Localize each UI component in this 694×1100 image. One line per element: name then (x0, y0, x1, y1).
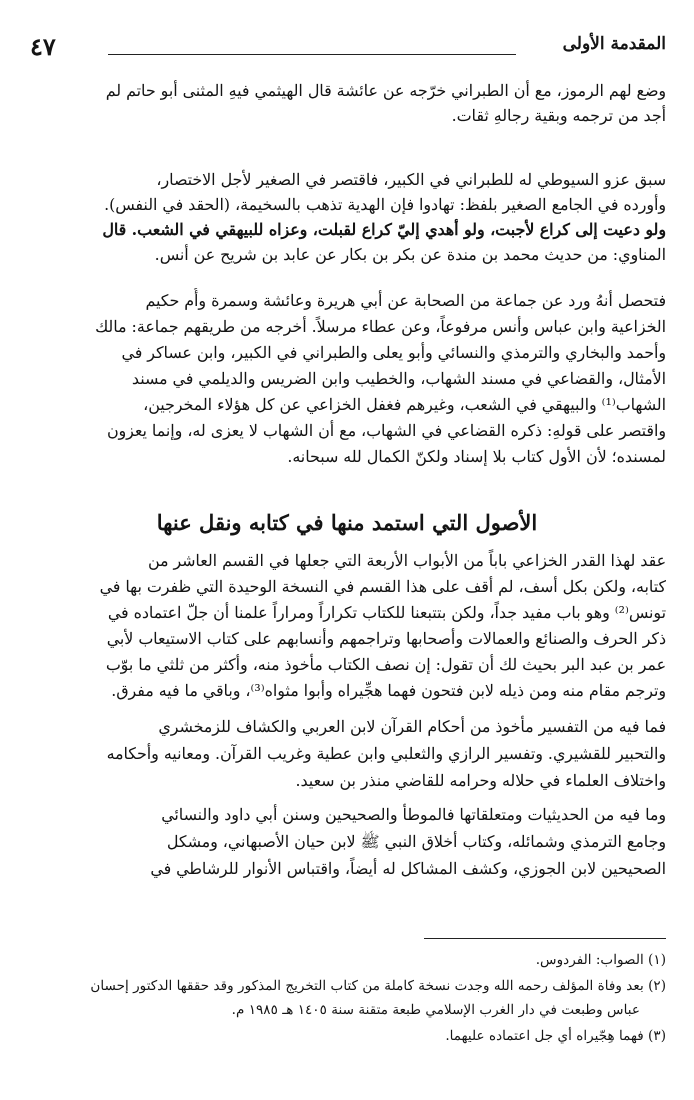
text-line: الخزاعية وابن عباس وأنس مرفوعاً، وعن عطاء مرسلاً. أخرجه من طريقهم جماعة: مالك (95, 317, 666, 336)
text-line: عمر بن عبد البر بحيث لك أن تقول: إن نصف الكتاب مأخوذ منه، وأكثر من ثلثي ما بوّب (105, 655, 666, 674)
page-number: ٤٧ (30, 32, 56, 61)
text-line: واختلاف العلماء في حلاله وحرامه للقاضي منذر بن سعيد. (295, 771, 666, 790)
text-line: عقد لهذا القدر الخزاعي باباً من الأبواب الأربعة التي جعلها في القسم العاشر من (147, 551, 666, 570)
text-line: الأمثال، والقضاعي في مسند الشهاب، والخطيب وابن الضريس والديلمي في مسند (131, 369, 666, 388)
text-line: وما فيه من الحديثيات ومتعلقاتها فالموطأ والصحيحين وسنن أبي داود والنسائي (161, 805, 666, 824)
footnote-continuation: عباس وطبعت في دار الغرب الإسلامي طبعة متقنة سنة ١٤٠٥ هـ ١٩٨٥ م. (231, 1002, 640, 1018)
text-line: وترجم مقام منه ومن ذيله لابن فتحون فهما هجِّيراه وأبوا مثواه⁽³⁾، وباقي ما فيه مفرق. (111, 681, 666, 700)
running-title: المقدمة الأولى (562, 34, 666, 54)
text-line: واقتصر على قولهِ: ذكره القضاعي في الشهاب، مع أن الشهاب لا يعزى له، وإنما يعزون (106, 421, 666, 440)
text-line: ذكر الحرف والصنائع والعمالات وأصحابها وتراجمهم وأنسابهم على كتاب الاستيعاب لأبي (106, 629, 666, 648)
text-line: الشهاب⁽¹⁾ والبيهقي في الشعب، وغيرهم فغفل الخزاعي عن كل هؤلاء المخرجين، (143, 395, 666, 414)
page-header (30, 32, 666, 62)
text-line: كتابه، ولكن بكل أسف، لم أقف على هذا القسم في النسخة الوحيدة التي ظفرت بها في (99, 577, 666, 596)
footnote: (١) الصواب: الفردوس. (535, 952, 666, 968)
footnote: (٣) فهما هِجّيراه أي جل اعتماده عليهما. (445, 1028, 666, 1044)
text-line: ولو دعيت إلى كراع لأجبت، ولو أهدي إليّ كراع لقبلت، وعزاه للبيهقي في الشعب. قال (102, 220, 666, 239)
text-line: المناوي: من حديث محمد بن مندة عن بكر بن بكار عن عابد بن شريح عن أنس. (154, 245, 666, 264)
section-heading: الأصول التي استمد منها في كتابه ونقل عنها (156, 510, 538, 535)
text-line: سبق عزو السيوطي له للطبراني في الكبير، فاقتصر في الصغير لأجل الاختصار، (156, 170, 666, 189)
text-line: أجد من ترجمه وبقية رجالهِ ثقات. (451, 106, 666, 125)
text-line: فما فيه من التفسير مأخوذ من أحكام القرآن لابن العربي والكشاف للزمخشري (158, 717, 666, 736)
footnote-separator (424, 938, 666, 939)
text-line: لمسنده؛ لأن الأول كتاب بلا إسناد ولكنّ الكمال لله سبحانه. (287, 447, 666, 466)
header-rule (108, 54, 516, 55)
footnote: (٢) بعد وفاة المؤلف رحمه الله وجدت نسخة كاملة من كتاب التخريج المذكور وقد حققها الدكتور إحسان (90, 978, 666, 994)
text-line: والتحبير للقشيري. وتفسير الرازي والثعلبي وابن عطية وغريب القرآن. ومعانيه وأحكامه (106, 744, 666, 763)
text-line: تونس⁽²⁾ وهو باب مفيد جداً، ولكن بتتبعنا للكتاب تكراراً ومراراً علمنا أن جلّ اعتماده في (107, 603, 666, 622)
text-line: وجامع الترمذي وشمائله، وكتاب أخلاق النبي ﷺ لابن حيان الأصبهاني، ومشكل (166, 832, 666, 851)
text-line: وأورده في الجامع الصغير بلفظ: تهادوا فإن الهدية تذهب بالسخيمة، (الحقد في النفس). (104, 195, 666, 214)
text-line: فتحصل أنهُ ورد عن جماعة من الصحابة عن أبي هريرة وعائشة وسمرة وأُم حكيم (145, 291, 666, 310)
text-line: الصحيحين لابن الجوزي، وكشف المشاكل له أيضاً، واقتباس الأنوار للرشاطي في (150, 859, 666, 878)
text-line: وضع لهم الرموز، مع أن الطبراني خرّجه عن عائشة قال الهيثمي فيهِ المثنى أبو حاتم لم (105, 81, 666, 100)
text-line: وأحمد والبخاري والترمذي والنسائي وأبو يعلى والطبراني في الكبير، وابن عساكر في (121, 343, 666, 362)
